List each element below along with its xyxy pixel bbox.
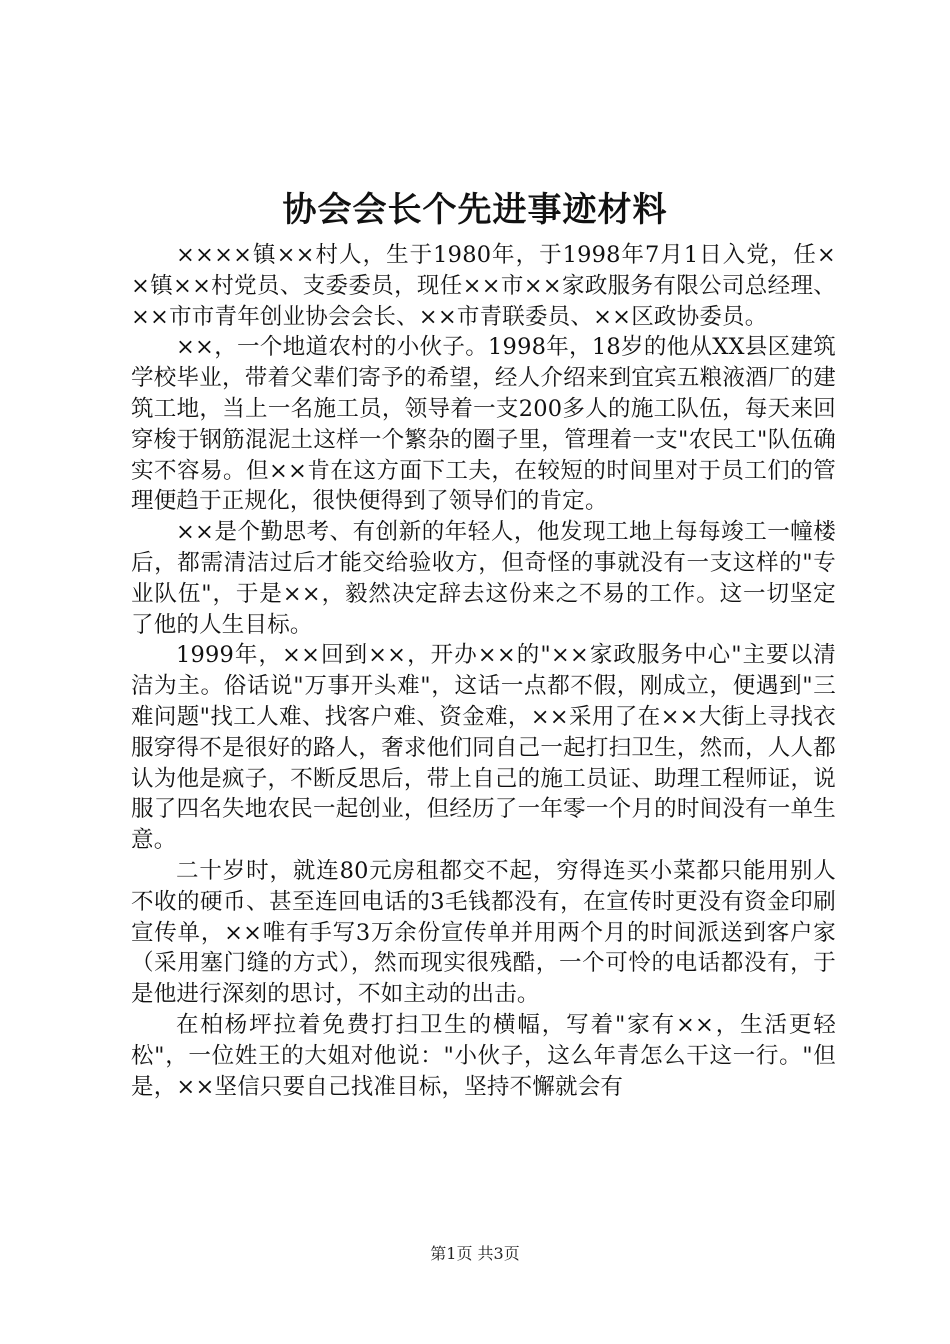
page-number-footer: 第1页 共3页 bbox=[430, 1244, 520, 1263]
document-body bbox=[131, 240, 836, 1102]
paragraph-hardship: 二十岁时，就连80元房租都交不起，穷得连买小菜都只能用别人不收的硬币、甚至连回电话的3毛钱都没有，在宣传时更没有资金印刷宣传单，××唯有手写3万余份宣传单并用两个月的时间派送到客户家（采用塞门缝的方式），然而现实很残酷，一个可怜的电话都没有，于是他进行深刻的思讨，不如主动的出击。 bbox=[131, 857, 836, 1008]
paragraph-early-career: ××，一个地道农村的小伙子。1998年，18岁的他从XX县区建筑学校毕业，带着父辈们寄予的希望，经人介绍来到宜宾五粮液酒厂的建筑工地，当上一名施工员，领导着一支200多人的施工队伍，每天来回穿梭于钢筋混泥土这样一个繁杂的圈子里，管理着一支"农民工"队伍确实不容易。但××肯在这方面下工夫，在较短的时间里对于员工们的管理便趋于正规化，很快便得到了领导们的肯定。 bbox=[131, 334, 836, 515]
document-title: 协会会长个先进事迹材料 bbox=[282, 190, 668, 230]
paragraph-founding: 1999年，××回到××，开办××的"××家政服务中心"主要以清洁为主。俗话说"万事开头难"，这话一点都不假，刚成立，便遇到"三难问题"找工人难、找客户难、资金难，××采用了在××大街上寻找衣服穿得不是很好的路人，奢求他们同自己一起打扫卫生，然而，人人都认为他是疯子，不断反思后，带上自己的施工员证、助理工程师证，说服了四名失地农民一起创业，但经历了一年零一个月的时间没有一单生意。 bbox=[131, 642, 836, 854]
paragraph-intro: ××××镇××村人，生于1980年，于1998年7月1日入党，任××镇××村党员、支委委员，现任××市××家政服务有限公司总经理、××市市青年创业协会会长、××市青联委员、××区政协委员。 bbox=[131, 242, 836, 330]
paragraph-promotion: 在柏杨坪拉着免费打扫卫生的横幅，写着"家有××，生活更轻松"，一位姓王的大姐对他说："小伙子，这么年青怎么干这一行。"但是，××坚信只要自己找准目标，坚持不懈就会有 bbox=[131, 1011, 836, 1100]
paragraph-decision: ××是个勤思考、有创新的年轻人，他发现工地上每每竣工一幢楼后，都需清洁过后才能交给验收方，但奇怪的事就没有一支这样的"专业队伍"，于是××，毅然决定辞去这份来之不易的工作。这一切坚定了他的人生目标。 bbox=[131, 519, 836, 638]
